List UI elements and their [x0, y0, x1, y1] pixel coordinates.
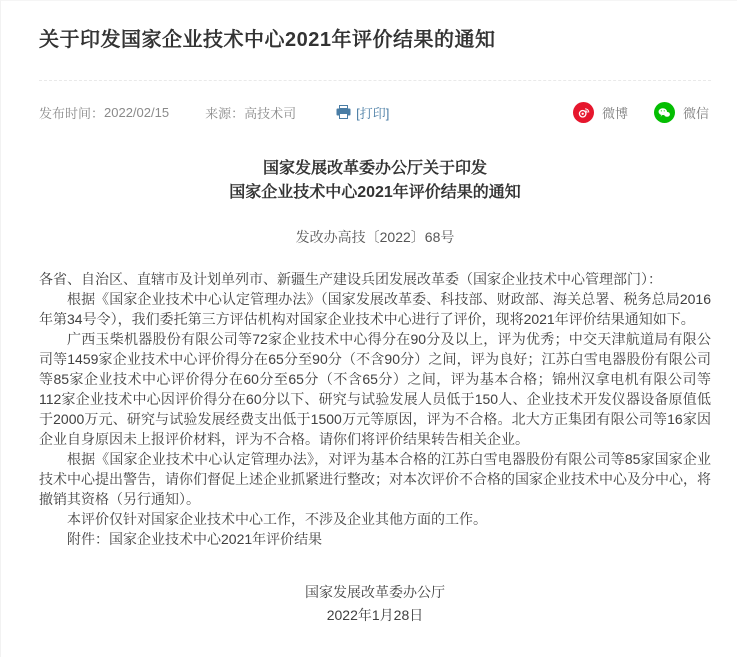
- publish-time-label: 发布时间：: [39, 105, 105, 121]
- document-heading-line2: 国家企业技术中心2021年评价结果的通知: [229, 184, 521, 201]
- paragraph-basis: 根据《国家企业技术中心认定管理办法》（国家发展改革委、科技部、财政部、海关总署、税务总局2016年第34号令），我们委托第三方评估机构对国家企业技术中心进行了评价，现将2021年评价结果通知如下。: [39, 291, 711, 327]
- wechat-label: 微信: [682, 105, 709, 121]
- source: [205, 103, 296, 122]
- page-title: 关于印发国家企业技术中心2021年评价结果的通知: [39, 29, 496, 51]
- paragraph-scope: 本评价仅针对国家企业技术中心工作，不涉及企业其他方面的工作。: [67, 511, 487, 527]
- wechat-icon: [654, 102, 675, 123]
- document-paragraphs: [39, 269, 711, 549]
- weibo-icon: [573, 102, 594, 123]
- print-label: [打印]: [356, 105, 390, 121]
- signature-date: 2022年1月28日: [326, 607, 424, 623]
- share-weibo-button[interactable]: [573, 102, 628, 123]
- source-value: 高技术司: [244, 105, 297, 121]
- paragraph-warning: 根据《国家企业技术中心认定管理办法》，对评为基本合格的江苏白雪电器股份有限公司等85家国家企业技术中心提出警告，请你们督促上述企业抓紧进行整改；对本次评价不合格的国家企业技术中心及分中心，将撤销其资格（另行通知）。: [39, 451, 711, 507]
- meta-bar: [39, 101, 711, 123]
- weibo-label: 微博: [601, 105, 628, 121]
- title-divider: [39, 80, 711, 81]
- print-button[interactable]: [336, 103, 389, 122]
- publish-time-value: 2022/02/15: [104, 104, 170, 120]
- share-wechat-button[interactable]: [654, 102, 709, 123]
- signature-block: [39, 581, 711, 627]
- publish-time: [39, 103, 169, 122]
- printer-icon: [336, 105, 351, 119]
- source-label: 来源：: [205, 105, 245, 121]
- paragraph-attachment: 附件：国家企业技术中心2021年评价结果: [67, 531, 323, 547]
- document-heading: [39, 157, 711, 205]
- signature-agency: 国家发展改革委办公厅: [305, 584, 445, 600]
- document-number: 发改办高技〔2022〕68号: [295, 229, 455, 245]
- notice-page: [1, 1, 737, 657]
- share-bar: [573, 102, 711, 123]
- paragraph-results: 广西玉柴机器股份有限公司等72家企业技术中心得分在90分及以上，评为优秀；中交天津航道局有限公司等1459家企业技术中心评价得分在65分至90分（不含90分）之间，评为良好；江苏白雪电器股份有限公司等85家企业技术中心评价得分在60分至65分（不含65分）之间，评为基本合格；锦州汉拿电机有限公司等112家企业技术中心因评价得分在60分以下、研究与试验发展人员低于150人、企业技术开发仪器设备原值低于2000万元、研究与试验发展经费支出低于1500万元等原因，评为不合格。北大方正集团有限公司等16家因企业自身原因未上报评价材料，评为不合格。请你们将评价结果转告相关企业。: [39, 331, 711, 447]
- paragraph-salutation: 各省、自治区、直辖市及计划单列市、新疆生产建设兵团发展改革委（国家企业技术中心管理部门）：: [39, 271, 662, 287]
- document-heading-line1: 国家发展改革委办公厅关于印发: [262, 160, 487, 177]
- document-body: [39, 157, 711, 627]
